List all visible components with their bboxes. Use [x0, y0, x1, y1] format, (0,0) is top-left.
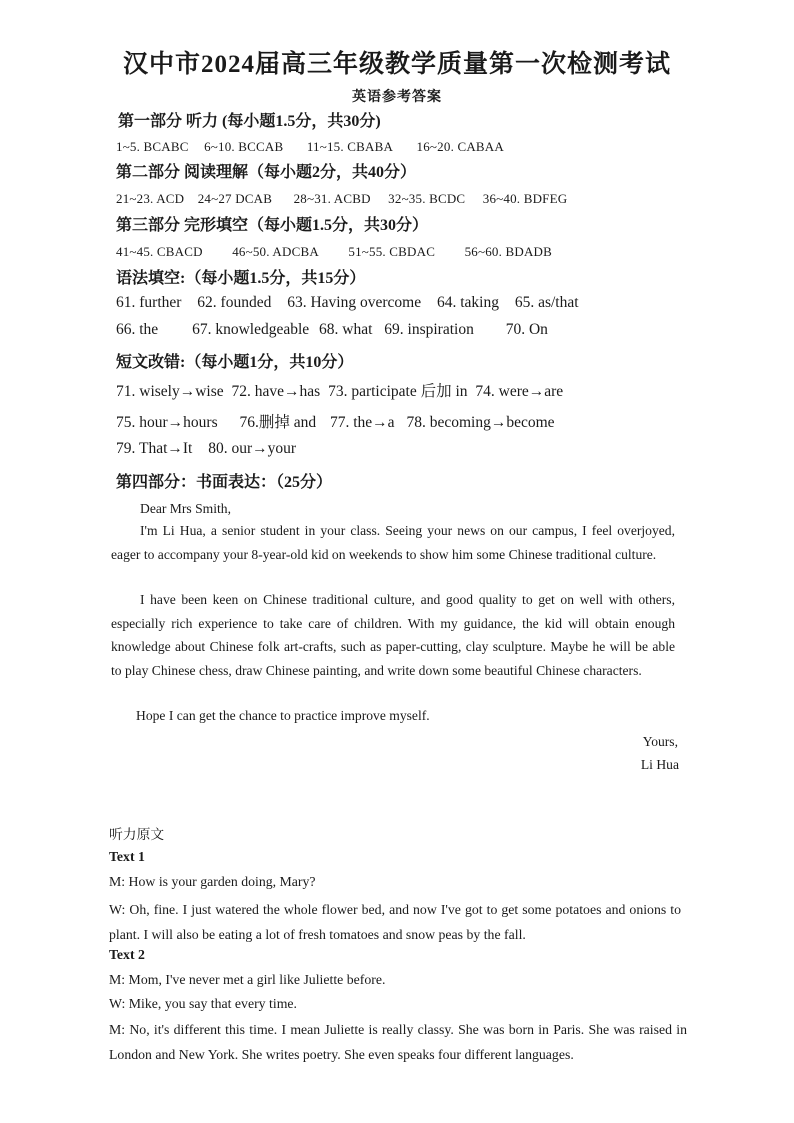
answer-group: 24~27 DCAB — [197, 191, 273, 206]
answer-group: 28~31. ACBD — [293, 191, 371, 206]
answer-item: 67. knowledgeable — [192, 321, 310, 338]
answer-item: 74. were→are — [475, 383, 564, 400]
text1-man-line: M: How is your garden doing, Mary? — [109, 874, 316, 889]
grammar-row-2 — [116, 321, 548, 339]
answer-group: 46~50. ADCBA — [232, 244, 319, 259]
part4-heading: 第四部分：书面表达：（25分） — [116, 474, 333, 491]
answer-item: 61. further — [116, 294, 182, 311]
text1-label: Text 1 — [109, 849, 145, 864]
answer-group: 21~23. ACD — [116, 191, 185, 206]
answer-group: 16~20. CABAA — [416, 139, 504, 154]
answer-group: 41~45. CBACD — [116, 244, 203, 259]
answer-item: 71. wisely→wise — [116, 383, 224, 400]
answer-item: 69. inspiration — [384, 321, 474, 338]
part1-answers — [116, 139, 504, 155]
grammar-heading: 语法填空:（每小题1.5分，共15分） — [116, 270, 366, 287]
letter-paragraph-3: Hope I can get the chance to practice improve myself. — [136, 708, 430, 723]
grammar-row-1 — [116, 294, 579, 312]
page-title: 汉中市2024届高三年级教学质量第一次检测考试 — [122, 51, 671, 78]
answer-item: 62. founded — [197, 294, 272, 311]
correction-heading: 短文改错:（每小题1分，共10分） — [116, 354, 354, 371]
answer-item: 70. On — [505, 321, 548, 338]
answer-item: 77. the→a — [330, 414, 395, 431]
answer-group: 51~55. CBDAC — [348, 244, 436, 259]
answer-item: 76.删掉 and — [239, 414, 317, 431]
letter-closing: Yours, — [642, 734, 678, 749]
answer-item: 63. Having overcome — [287, 294, 422, 311]
transcript-heading: 听力原文 — [109, 827, 165, 842]
text2-label: Text 2 — [109, 947, 145, 962]
answer-item: 75. hour→hours — [116, 414, 218, 431]
text2-man-line-1: M: Mom, I've never met a girl like Juliette before. — [109, 972, 386, 987]
answer-group: 36~40. BDFEG — [482, 191, 568, 206]
part2-heading: 第二部分 阅读理解（每小题2分，共40分） — [116, 164, 417, 181]
part2-answers — [116, 191, 567, 207]
letter-paragraph-1: I'm Li Hua, a senior student in your class. Seeing your news on our campus, I feel overjoyed, eager to accompany your 8-year-old kid on weekends to show him some Chinese traditional culture. — [111, 523, 675, 562]
answer-group: 11~15. CBABA — [306, 139, 394, 154]
letter-signature: Li Hua — [640, 757, 679, 772]
answer-group: 56~60. BDADB — [464, 244, 553, 259]
answer-item: 73. participate 后加 in — [328, 383, 468, 400]
text1-woman-line: W: Oh, fine. I just watered the whole flower bed, and now I've got to get some potatoes and onions to plant. I will also be eating a lot of fresh tomatoes and snow peas by the fall. — [109, 902, 681, 942]
answer-group: 6~10. BCCAB — [204, 139, 284, 154]
answer-item: 66. the — [116, 321, 159, 338]
letter-salutation: Dear Mrs Smith, — [140, 501, 231, 516]
page-subtitle: 英语参考答案 — [352, 90, 442, 105]
correction-row-3 — [116, 440, 296, 458]
answer-item: 64. taking — [436, 294, 499, 311]
answer-group: 1~5. BCABC — [116, 139, 189, 154]
answer-item: 79. That→It — [116, 440, 193, 457]
answer-item: 78. becoming→become — [406, 414, 555, 431]
text2-man-line-2: M: No, it's different this time. I mean Juliette is really classy. She was born in Paris. She was raised in London and New York. She writes poetry. She even speaks four different languages. — [109, 1022, 687, 1062]
letter-paragraph-2: I have been keen on Chinese traditional culture, and good quality to get on well with others, especially rich experience to take care of children. With my guidance, the kid will obtain enough knowledge about Chinese folk art-crafts, such as paper-cutting, clay sculpture. Maybe he will be able to play Chinese chess, draw Chinese painting, and write down some beautiful Chinese characters. — [111, 592, 675, 678]
answer-group: 32~35. BCDC — [388, 191, 466, 206]
text2-woman-line: W: Mike, you say that every time. — [109, 996, 297, 1011]
part3-heading: 第三部分 完形填空（每小题1.5分，共30分） — [116, 217, 429, 234]
answer-item: 65. as/that — [514, 294, 579, 311]
answer-item: 68. what — [319, 321, 373, 338]
answer-item: 72. have→has — [231, 383, 321, 400]
part1-heading: 第一部分 听力 (每小题1.5分，共30分) — [118, 113, 381, 130]
answer-item: 80. our→your — [208, 440, 297, 457]
correction-row-1 — [116, 379, 563, 401]
correction-row-2 — [116, 410, 555, 432]
part3-answers — [116, 244, 552, 260]
